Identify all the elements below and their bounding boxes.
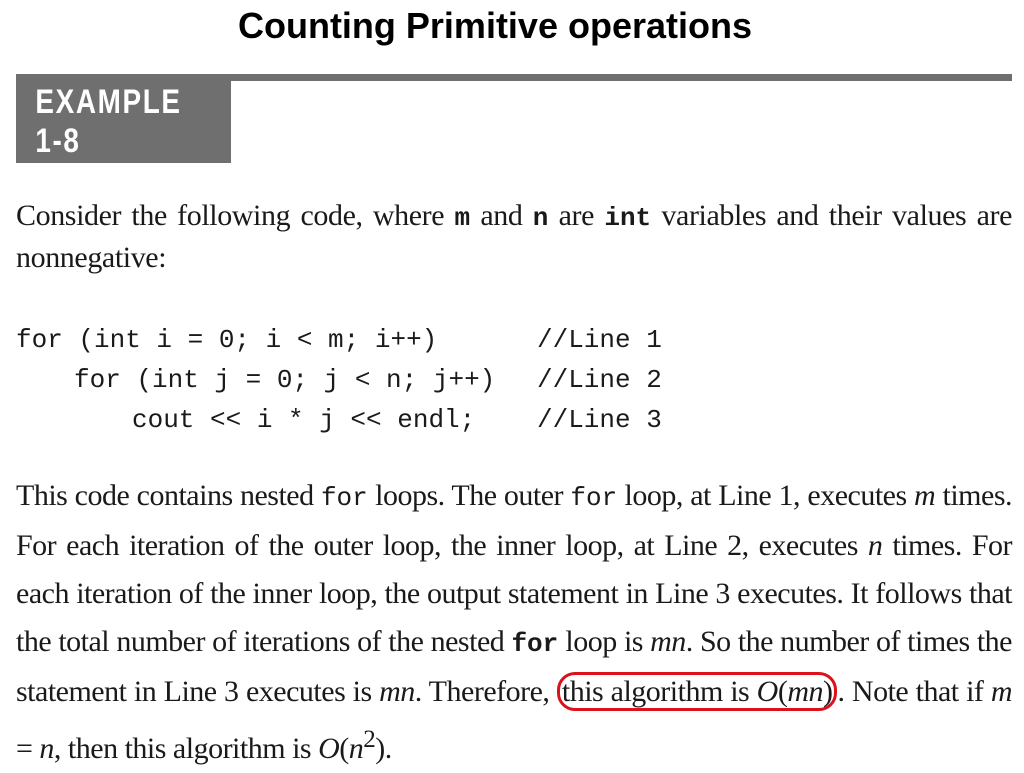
highlight-text: ) (822, 675, 833, 708)
intro-text: are (548, 199, 605, 232)
code-block (16, 320, 716, 440)
code-text: for (int i = 0; i < m; i++) (16, 325, 438, 355)
body-text: ( (339, 732, 349, 765)
code-text: cout << i * j << endl; (132, 405, 476, 435)
var-m: m (914, 479, 936, 512)
code-line-3 (16, 400, 716, 440)
var-mn: mn (379, 675, 415, 708)
var-n: n (532, 203, 549, 233)
for-keyword: for (570, 483, 618, 513)
var-n: n (348, 732, 364, 765)
for-keyword: for (511, 629, 559, 659)
body-text: . So the number of times the statement in Line 3 executes is (16, 625, 1012, 708)
var-m: m (990, 675, 1012, 708)
code-text: for (int j = 0; j < n; j++) (74, 365, 496, 395)
body-text: = (16, 732, 40, 765)
example-badge-label: EXAMPLE 1-8 (35, 83, 182, 160)
big-o: O (318, 732, 340, 765)
explanation-paragraph (16, 472, 1012, 773)
big-o: O (756, 675, 778, 708)
intro-text: variables and their values are nonnegative: (16, 199, 1012, 274)
body-text: loop is (558, 625, 651, 658)
body-text: . Therefore, (414, 675, 557, 708)
code-comment: //Line 2 (537, 365, 662, 395)
complexity-highlight (557, 672, 838, 711)
int-keyword: int (604, 203, 652, 233)
code-line-1 (16, 320, 716, 360)
highlight-text: ( (777, 675, 788, 708)
for-keyword: for (320, 483, 368, 513)
highlight-text: this algorithm is (561, 675, 757, 708)
var-n: n (39, 732, 54, 765)
body-text: , then this algorithm is (53, 732, 319, 765)
body-text: ). (375, 732, 392, 765)
body-text: . Note that if (837, 675, 991, 708)
var-mn: mn (787, 675, 823, 708)
code-line-2 (16, 360, 716, 400)
code-comment: //Line 3 (537, 405, 662, 435)
body-text: loops. The outer (367, 479, 571, 512)
intro-paragraph (16, 196, 1012, 278)
body-text: times. For each iteration of the outer loop, the inner loop, at Line 2, executes (16, 479, 1013, 562)
exponent: 2 (363, 726, 376, 753)
intro-text: Consider the following code, where (16, 199, 455, 232)
body-text: This code contains nested (16, 479, 321, 512)
body-text: times. For each iteration of the inner loop, the output statement in Line 3 executes. It follows that the total number of iterations of the nested (16, 529, 1012, 658)
slide-title: Counting Primitive operations (237, 5, 753, 46)
var-mn: mn (650, 625, 686, 658)
body-text: loop, at Line 1, executes (617, 479, 914, 512)
var-n: n (867, 529, 883, 562)
intro-text: and (470, 199, 533, 232)
example-badge (16, 81, 231, 163)
header-divider (16, 74, 1012, 81)
code-comment: //Line 1 (537, 325, 662, 355)
var-m: m (454, 203, 471, 233)
